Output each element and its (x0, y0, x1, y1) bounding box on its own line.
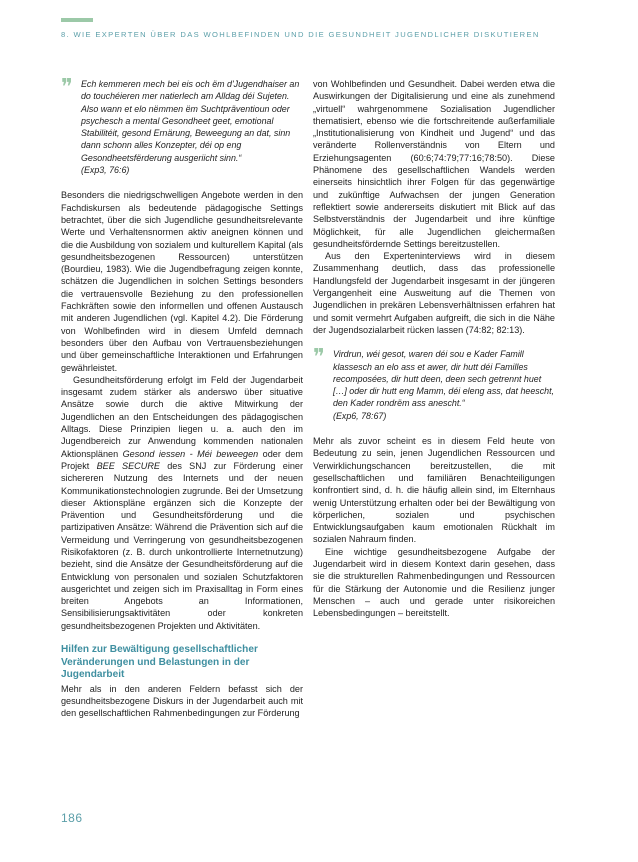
quote-text: Virdrun, wéi gesot, waren déi sou e Kader Famill klassesch an elo ass et awer, dir hutt déi Familles recomposées, dir hutt deen, deen sech getrennt huet […] oder dir hutt eng Mamm, déi eleng ass, dat heescht, den Kader rondrëm ass anescht.“ (333, 349, 555, 409)
section-subheading: Hilfen zur Bewältigung gesellschaftlicher Veränderungen und Belastungen in der Jugendarbeit (61, 644, 258, 681)
paragraph: Aus den Experteninterviews wird in diesem Zusammenhang deutlich, dass das professionelle Handlungsfeld der Jugendarbeit insgesamt in der jüngeren Vergangenheit eine Ausweitung auf die Themen von Jugendlichen in prekären Lebensverhältnissen erfahren hat und somit vermehrt Aufgaben aufgreift, die sich in die Nähe der Jugendsozialarbeit rücken lassen (74:82; 82:13). (313, 251, 555, 335)
quote-mark-icon: ❞ (61, 75, 73, 100)
paragraph: Eine wichtige gesundheitsbezogene Aufgabe der Jugendarbeit wird in diesem Kontext darin gesehen, dass sie die strukturellen Rahmenbedingungen und Ressourcen für die Stärkung der Autonomie und die Resilienz junger Menschen – auch und gerade unter risikoreichen Lebensbedingungen – bereitstellt. (313, 546, 555, 619)
quote-mark-icon: ❞ (313, 345, 325, 371)
quote-source: (Exp6, 78:67) (333, 410, 387, 421)
text-run: Gesundheitsförderung erfolgt im Feld der Jugendarbeit insgesamt zudem stärker als anderswo über situative Ansätze sowie durch die aktive Mitwirkung der Jugendlichen an den Entscheidungen des pädagogischen Alltags. Diese Prinzipien liegen u. a. auch den im Jugendbereich zur Anwendung kommenden nationalen Aktionsplänen (61, 374, 303, 459)
paragraph (61, 374, 303, 632)
running-header: 8. WIE EXPERTEN ÜBER DAS WOHLBEFINDEN UND DIE GESUNDHEIT JUGENDLICHER DISKUTIEREN (61, 30, 540, 39)
italic-title: Gesond iessen - Méi beweegen (122, 448, 259, 459)
page-number: 186 (61, 811, 83, 825)
expert-quote-1 (61, 75, 303, 176)
right-column (313, 78, 555, 619)
text-run: des SNJ zur Förderung einer sichereren Nutzung des Internets und der neuen Kommunikationstechnologien zugrunde. Bei der Umsetzung dieser Aktionspläne ergänzen sich die Konzepte der Prävention und Gesundheitsförderung und die partizipativen Ansätze: Während die Prävention sich auf die Vermeidung und Verringerung von gesundheitsbezogenen Risikofaktoren (z. B. durch unkontrollierte Internetnutzung) bezieht, sind die Ansätze der Gesundheitsförderung auf die Entwicklung von personalen und sozialen Schutzfaktoren ausgerichtet und zeigen sich im Praxisalltag in Form eines breiten Angebots an Informationen, Sensibilisierungsaktivitäten oder konkreten gesundheitsbezogenen Projekten und Aktivitäten. (61, 460, 303, 631)
quote-text: Ech kemmeren mech bei eis och ëm d'Jugendhaiser an do touchéieren mer natierlech am Alldag déi Sujeten. Also wann et elo nëmmen ëm Suchtpräventioun oder psychesch a mental Gesondheet geet, emotional Stabilitéit, gesond Ernärung, Beweegung an dat, sinn dann schonn alles Konzepter, déi op eng Gesondheetsfërderung ausgeriicht sinn.“ (81, 79, 300, 163)
header-accent-rule (61, 18, 93, 22)
quote-source: (Exp3, 76:6) (81, 165, 130, 176)
paragraph: von Wohlbefinden und Gesundheit. Dabei werden etwa die Auswirkungen der Digitalisierung und eine als zunehmend „virtuell“ wahrgenommene Sozialisation Jugendlicher thematisiert, ebenso wie die fortschreitende außerfamiliale „Institutionalisierung von Kindheit und Jugend“ und das veränderte Rollenverständnis von Eltern und Erziehungsagenten (60:6;74:79;77:16;78:50). Diese Phänomene des gesellschaftlichen Wandels werden einerseits hinsichtlich ihrer Folgen für das gegenwärtige und zukünftige Aufwachsen der jungen Generation reflektiert sowie andererseits diskutiert mit Blick auf das Selbstverständnis der Jugendarbeit und ihre künftige Möglichkeit, für alle Jugendlichen gleichermaßen gesundheitsfördernde Settings bereitzustellen. (313, 79, 555, 249)
italic-title: BEE SECURE (96, 460, 160, 471)
paragraph: Mehr als zuvor scheint es in diesem Feld heute von Bedeutung zu sein, jenen Jugendlichen Ressourcen und Verwirklichungschancen bereitzustellen, die mit gesellschaftlichen und familiären Benachteiligungen konfrontiert sind, d. h. die häufig allein sind, im Elternhaus wenig Unterstützung erhalten oder bei der Bewältigung von körperlichen, sozialen und psychischen Entwicklungsaufgaben kaum emotionalen Rückhalt im sozialen Nahraum finden. (313, 436, 555, 545)
left-column (61, 75, 303, 720)
expert-quote-2 (313, 345, 555, 422)
paragraph: Mehr als in den anderen Feldern befasst sich der gesundheitsbezogene Diskurs in der Jugendarbeit auch mit den gesellschaftlichen Rahmenbedingungen zur Förderung (61, 683, 303, 719)
text-run: oder dem Projekt (61, 448, 303, 471)
paragraph: Besonders die niedrigschwelligen Angebote werden in den Fachdiskursen als bedeutende pädagogische Settings betrachtet, über die sich Jugendliche gesundheitsrelevante Werte und Verhaltensnormen aktiv aneignen können und die die Ausbildung von sozialem und kulturellem Kapital (als gesundheitsbezogenen Ressourcen) unterstützen (Bourdieu, 1983). Wie die Jugendbefragung zeigen konnte, schätzen die Jugendlichen in solchen Settings besonders die vertrauensvolle Beziehung zu den professionellen Fachkräften sowie den informellen und offenen Austausch mit anderen Jugendlichen (vgl. Kapitel 4.2). Die Förderung von Wohlbefinden wird in diesem Umfeld demnach besonders über den Aufbau von Vertrauensbeziehungen und über gemeinschaftliche Interaktionen und Erfahrungen gewährleistet. (61, 190, 303, 373)
